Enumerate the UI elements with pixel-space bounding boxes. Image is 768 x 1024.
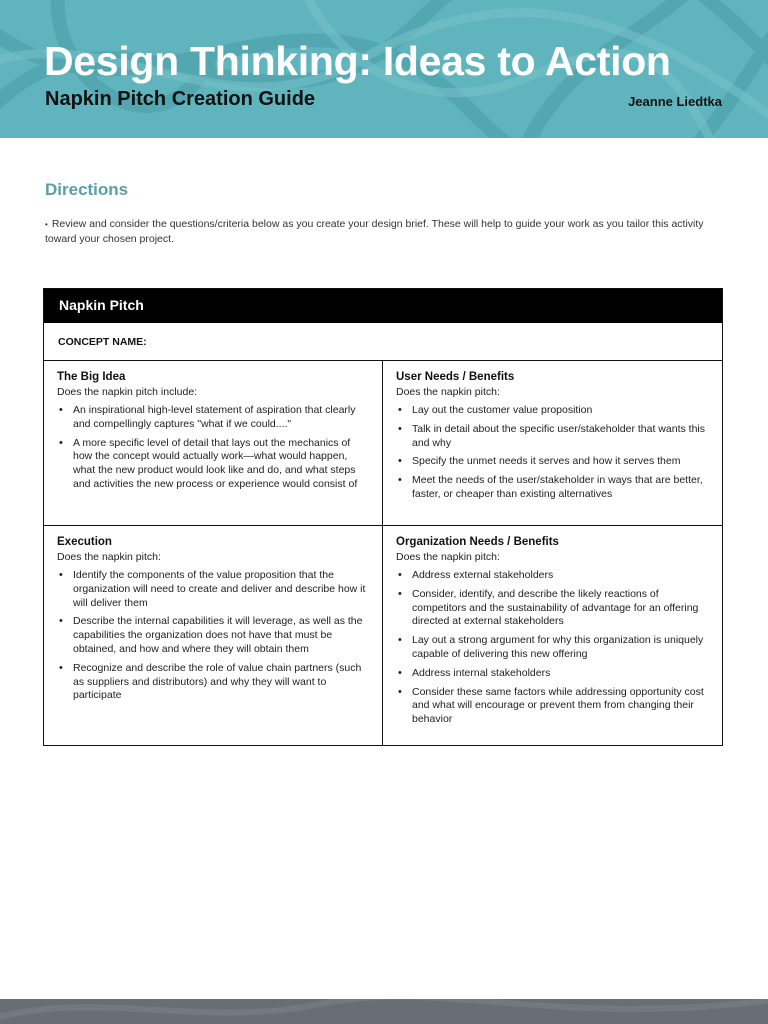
cell-lead: Does the napkin pitch: bbox=[396, 551, 500, 563]
big-idea-cell bbox=[44, 361, 383, 525]
list-item: • Lay out the customer value proposition bbox=[396, 404, 710, 418]
cell-heading: The Big Idea bbox=[57, 371, 126, 383]
criteria-list bbox=[396, 404, 710, 502]
list-item: • Identify the components of the value proposition that the organization will need to create and deliver and describe how it will deliver them bbox=[57, 569, 370, 610]
page-subtitle: Napkin Pitch Creation Guide bbox=[45, 88, 316, 110]
cell-heading: User Needs / Benefits bbox=[396, 371, 515, 383]
list-item: • Meet the needs of the user/stakeholder in ways that are better, faster, or cheaper than existing alternatives bbox=[396, 474, 710, 502]
list-item: • Talk in detail about the specific user/stakeholder that wants this and why bbox=[396, 423, 710, 451]
concept-name-label: CONCEPT NAME: bbox=[44, 323, 722, 361]
list-item: • Consider, identify, and describe the likely reactions of competitors and the sustainability of advantage for an offering directed at external stakeholders bbox=[396, 588, 710, 629]
list-item: • Consider these same factors while addressing opportunity cost and what will encourage or prevent them from changing their behavior bbox=[396, 686, 710, 727]
list-item: • Address external stakeholders bbox=[396, 569, 710, 583]
footer-pattern bbox=[0, 999, 768, 1024]
cell-lead: Does the napkin pitch include: bbox=[57, 386, 198, 398]
page-title: Design Thinking: Ideas to Action bbox=[44, 38, 671, 84]
list-item: • Address internal stakeholders bbox=[396, 667, 710, 681]
execution-cell bbox=[44, 526, 383, 745]
table-row bbox=[44, 526, 722, 745]
list-item: • An inspirational high-level statement of aspiration that clearly and compellingly captures "what if we could...." bbox=[57, 404, 370, 432]
directions-text bbox=[45, 217, 725, 246]
author-name: Jeanne Liedtka bbox=[628, 94, 722, 109]
page-header bbox=[0, 0, 768, 138]
criteria-list bbox=[57, 404, 370, 492]
list-item: • Recognize and describe the role of value chain partners (such as suppliers and distributors) and why they will want to participate bbox=[57, 662, 370, 703]
table-title: Napkin Pitch bbox=[44, 289, 722, 323]
table-row bbox=[44, 361, 722, 526]
cell-heading: Organization Needs / Benefits bbox=[396, 536, 559, 548]
cell-lead: Does the napkin pitch: bbox=[396, 386, 500, 398]
list-item: • A more specific level of detail that lays out the mechanics of how the concept would actually work—what would happen, what the new product would look like and do, and what steps and activities the new process or experience would consist of bbox=[57, 437, 370, 492]
user-needs-cell bbox=[383, 361, 722, 525]
bullet-icon: • bbox=[45, 220, 48, 229]
list-item: • Lay out a strong argument for why this organization is uniquely capable of delivering this new offering bbox=[396, 634, 710, 662]
cell-heading: Execution bbox=[57, 536, 112, 548]
directions-body: Review and consider the questions/criteria below as you create your design brief. These will help to guide your work as you tailor this activity toward your chosen project. bbox=[45, 218, 704, 245]
criteria-list bbox=[57, 569, 370, 703]
napkin-pitch-table bbox=[43, 288, 723, 746]
footer-bar bbox=[0, 999, 768, 1024]
organization-needs-cell bbox=[383, 526, 722, 745]
list-item: • Describe the internal capabilities it will leverage, as well as the capabilities the organization does not have that must be obtained, and how and where they will obtain them bbox=[57, 615, 370, 656]
criteria-list bbox=[396, 569, 710, 727]
cell-lead: Does the napkin pitch: bbox=[57, 551, 161, 563]
directions-heading: Directions bbox=[45, 180, 129, 199]
list-item: • Specify the unmet needs it serves and how it serves them bbox=[396, 455, 710, 469]
